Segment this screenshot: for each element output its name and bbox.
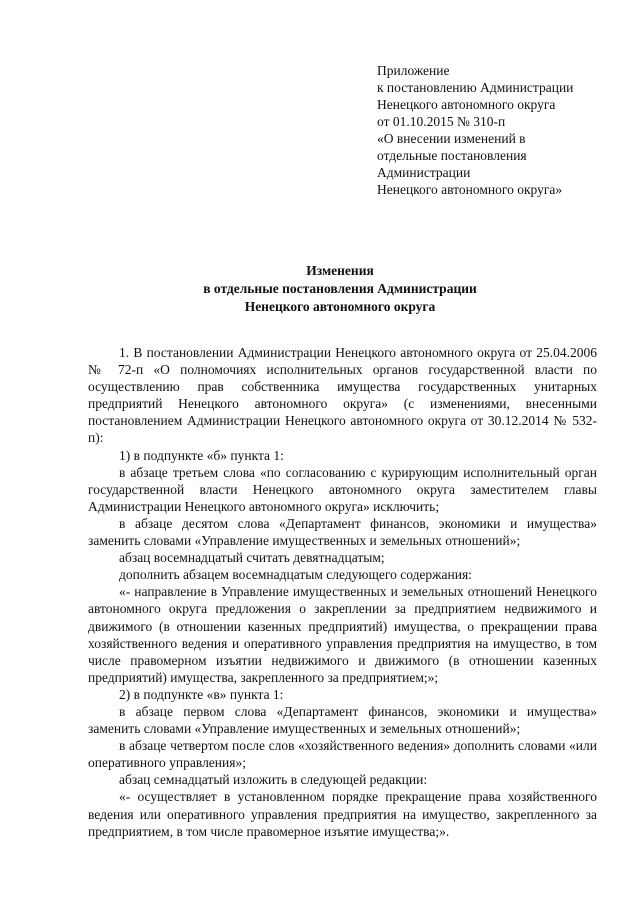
appendix-line: от 01.10.2015 № 310-п	[377, 114, 506, 129]
paragraph-quote: «- направление в Управление имущественных и земельных отношений Ненецкого автономного округа предложения о закреплении за предприятием недвижимого и движимого (в отношении казенных предприятий) имущества, о прекращении права хозяйственного ведения и оперативного управления предприятия на имущество, в том числе правомерном изъятии недвижимого и движимого (в отношении казенных предприятий) имущества, закрепленного за предприятием;»;	[88, 584, 597, 685]
paragraph-quote: «- осуществляет в установленном порядке прекращение права хозяйственного ведения или оперативного управления предприятия на имущество, закрепленного за предприятием, в том числе правомерное изъятие имущества;».	[88, 789, 597, 839]
title-line: Изменения	[306, 263, 374, 278]
appendix-line: отдельные постановления	[377, 148, 527, 163]
paragraph-subitem-1: 1) в подпункте «б» пункта 1:	[119, 447, 284, 463]
title-line: Ненецкого автономного округа	[244, 299, 436, 314]
paragraph: в абзаце третьем слова «по согласованию с курирующим исполнительный орган государственной власти Ненецкого автономного округа заместителем главы Администрации Ненецкого автономного округа» исключить;	[88, 464, 597, 514]
paragraph-item-1: 1. В постановлении Администрации Ненецкого автономного округа от 25.04.2006 № 72-п «О полномочиях исполнительных органов государственной власти по осуществлению прав собственника имущества государственных унитарных предприятий Ненецкого автономного округа» (с изменениями, внесенными постановлением Администрации Ненецкого автономного округа от 30.12.2014 № 532-п):	[88, 345, 597, 446]
appendix-line: Ненецкого автономного округа	[377, 97, 556, 112]
document-body	[88, 344, 597, 840]
appendix-line: Администрации	[377, 165, 471, 180]
title-line: в отдельные постановления Администрации	[203, 281, 477, 296]
paragraph: абзац восемнадцатый считать девятнадцатым;	[119, 550, 385, 566]
appendix-line: Приложение	[377, 63, 450, 78]
appendix-line: «О внесении изменений в	[377, 131, 526, 146]
paragraph: дополнить абзацем восемнадцатым следующего содержания:	[119, 567, 472, 583]
paragraph: в абзаце четвертом после слов «хозяйственного ведения» дополнить словами «или оперативного управления»;	[88, 738, 597, 771]
paragraph: в абзаце первом слова «Департамент финансов, экономики и имущества» заменить словами «Управление имущественных и земельных отношений»;	[88, 703, 597, 737]
paragraph-subitem-2: 2) в подпункте «в» пункта 1:	[119, 686, 284, 702]
paragraph: в абзаце десятом слова «Департамент финансов, экономики и имущества» заменить словами «Управление имущественных и земельных отношений»;	[88, 515, 597, 549]
appendix-header	[377, 62, 627, 198]
document-title	[80, 262, 600, 316]
appendix-line: к постановлению Администрации	[377, 80, 574, 95]
appendix-line: Ненецкого автономного округа»	[377, 182, 563, 197]
paragraph: абзац семнадцатый изложить в следующей редакции:	[119, 772, 428, 788]
